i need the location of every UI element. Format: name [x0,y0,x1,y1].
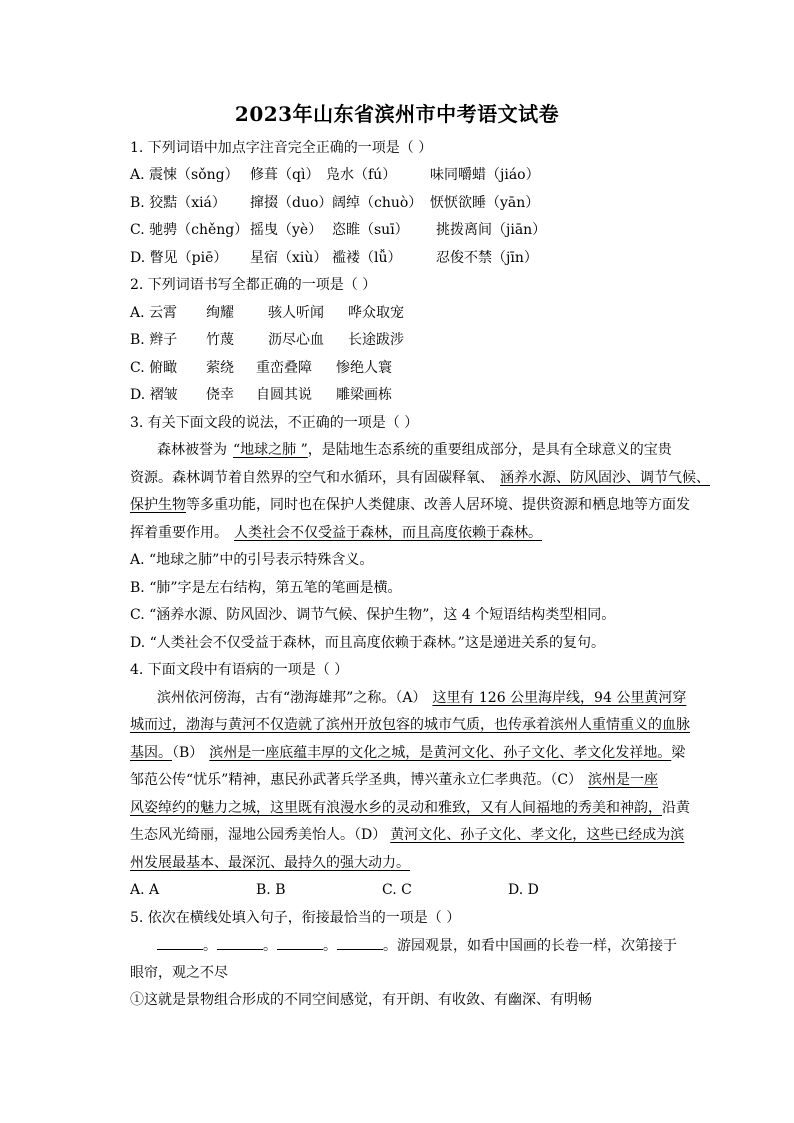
option-word: 挑拨离间（jiān） [436,222,547,238]
underlined-text: 风姿绰约的魅力之城，这里既有浪漫水乡的灵动和雅致，又有人间福地的秀美和神韵， [130,800,662,816]
option-word: 星宿（xiù） [250,250,328,266]
option-word: 恣睢（suī） [332,222,409,238]
passage-line [130,468,710,488]
question-1-option-c [130,220,546,240]
underlined-text: 涵养水源、防风固沙、调节气候、 [500,470,710,486]
option-word: 侥幸 [206,387,234,403]
question-3-option-b: B. “肺”字是左右结构，第五笔的笔画是横。 [130,580,402,596]
fill-blank-2 [217,935,263,950]
question-3-stem: 3. 有关下面文段的说法，不正确的一项是（ ） [130,415,419,431]
option-word: 忍俊不禁（jīn） [436,250,538,266]
question-2-option-d [130,385,392,405]
passage-text: 等多重功能，同时也在保护人类健康、改善人居环境、提供资源和栖息地等方面发 [186,497,690,513]
question-2-option-b [130,330,404,350]
passage-line [157,440,672,460]
option-word: 雕梁画栋 [336,387,392,403]
passage-line [130,715,690,735]
passage-line: 眼帘，观之不尽 [130,965,228,981]
passage-text: 滨州依河傍海，古有“渤海雄邦”之称。（A） [157,690,427,706]
underlined-text: 人类社会不仅受益于森林，而且高度依赖于森林。 [234,525,542,541]
option-word: 摇曳（yè） [250,222,323,238]
passage-text: 沿黄 [662,800,690,816]
passage-text: 挥着重要作用。 [130,525,228,541]
option-word: 重峦叠障 [256,360,312,376]
underlined-text: 州发展最基本、最深沉、最持久的强大动力。 [130,855,410,871]
option-word: A. 震悚（sǒng） [130,167,239,183]
option-word: 修葺（qì） [250,167,320,183]
question-3-option-c: C. “涵养水源、防风固沙、调节气候、保护生物”，这 4 个短语结构类型相同。 [130,607,616,623]
option-word: 长途跋涉 [348,332,404,348]
fill-blank-3 [277,935,323,950]
underlined-text: 滨州是一座底蕴丰厚的文化之城，是黄河文化、孙子文化、孝文化发祥地。 [209,745,672,761]
option-word: 绚耀 [206,305,234,321]
question-1-option-b [130,193,539,213]
option-a: A. A [130,882,160,898]
option-b: B. B [256,882,286,898]
option-word: 骇人听闻 [268,305,324,321]
passage-text: 生态风光绮丽，湿地公园秀美怡人。（D） [130,827,387,843]
question-3-option-a: A. “地球之肺”中的引号表示特殊含义。 [130,552,374,568]
question-1-option-a [130,165,540,185]
question-5-stem: 5. 依次在横线处填入句子，衔接最恰当的一项是（ ） [130,910,461,926]
passage-text: ，是陆地生态系统的重要组成部分，是具有全球意义的宝贵 [307,442,672,458]
option-word: 凫水（fú） [326,167,397,183]
underlined-text: 城而过，渤海与黄河不仅造就了滨州开放包容的城市气质，也传承着滨州人重情重义的血脉 [130,717,690,733]
exam-title: 2023年山东省滨州市中考语文试卷 [234,102,560,126]
question-5-item-1: ①这就是景物组合形成的不同空间感觉，有开朗、有收敛、有幽深、有明畅 [130,992,592,1008]
separator: 。 [323,938,337,954]
fill-blank-1 [157,935,203,950]
separator: 。 [263,938,277,954]
passage-line [130,770,658,790]
option-word: 哗众取宠 [348,305,404,321]
passage-line [130,853,410,873]
option-word: D. 褶皱 [130,387,178,403]
option-word: 惨绝人寰 [336,360,392,376]
underlined-text: 基因。 [130,745,172,761]
question-2-stem: 2. 下列词语书写全都正确的一项是（ ） [130,277,377,293]
question-3-option-d: D. “人类社会不仅受益于森林，而且高度依赖于森林。”这是递进关系的复句。 [130,635,605,651]
passage-text: 资源。森林调节着自然界的空气和水循环，具有固碳释氧、 [130,470,494,486]
option-word: 萦绕 [206,360,234,376]
underlined-text: 滨州是一座 [588,772,659,788]
question-2-option-a [130,303,404,323]
option-word: B. 狡黠（xiá） [130,195,226,211]
passage-text: 森林被誉为 [157,442,227,458]
option-word: B. 辫子 [130,332,178,348]
option-word: 褴褛（lǚ） [332,250,402,266]
passage-line [130,825,684,845]
underlined-text: 这里有 126 公里海岸线，94 公里黄河穿 [432,690,687,706]
option-word: 自圆其说 [256,387,312,403]
option-word: 阔绰（chuò） [332,195,423,211]
option-word: 撺掇（duo） [250,195,333,211]
option-word: 沥尽心血 [268,332,324,348]
underlined-text: 黄河文化、孙子文化、孝文化，这些已经成为滨 [390,827,685,843]
passage-line [130,798,690,818]
passage-text: （B） [172,745,204,761]
fill-blank-4 [337,935,383,950]
passage-line [130,523,542,543]
passage-text: 。游园观景，如看中国画的长卷一样，次第接于 [383,938,677,954]
question-1-stem: 1. 下列词语中加点字注音完全正确的一项是（ ） [130,140,433,156]
question-2-option-c [130,358,392,378]
passage-line [157,935,677,956]
option-word: C. 驰骋（chěng） [130,222,249,238]
question-4-options [130,880,539,900]
passage-text: 梁 [671,745,686,761]
option-word: A. 云霄 [130,305,178,321]
question-4-stem: 4. 下面文段中有语病的一项是（ ） [130,662,349,678]
option-word: C. 俯瞰 [130,360,178,376]
option-word: 味同嚼蜡（jiáo） [430,167,540,183]
underlined-text: “地球之肺 ” [233,442,308,458]
underlined-text: 保护生物 [130,497,186,513]
passage-text: 邹范公传“忧乐”精神，惠民孙武著兵学圣典，博兴董永立仁孝典范。（C） [130,772,583,788]
option-word: D. 瞥见（piē） [130,250,228,266]
question-1-option-d [130,248,538,268]
passage-line [157,688,686,708]
passage-line [130,495,690,515]
option-word: 竹蔑 [206,332,234,348]
option-word: 恹恹欲睡（yān） [430,195,540,211]
passage-line [130,743,685,763]
option-d: D. D [508,882,539,898]
option-c: C. C [382,882,412,898]
separator: 。 [203,938,217,954]
